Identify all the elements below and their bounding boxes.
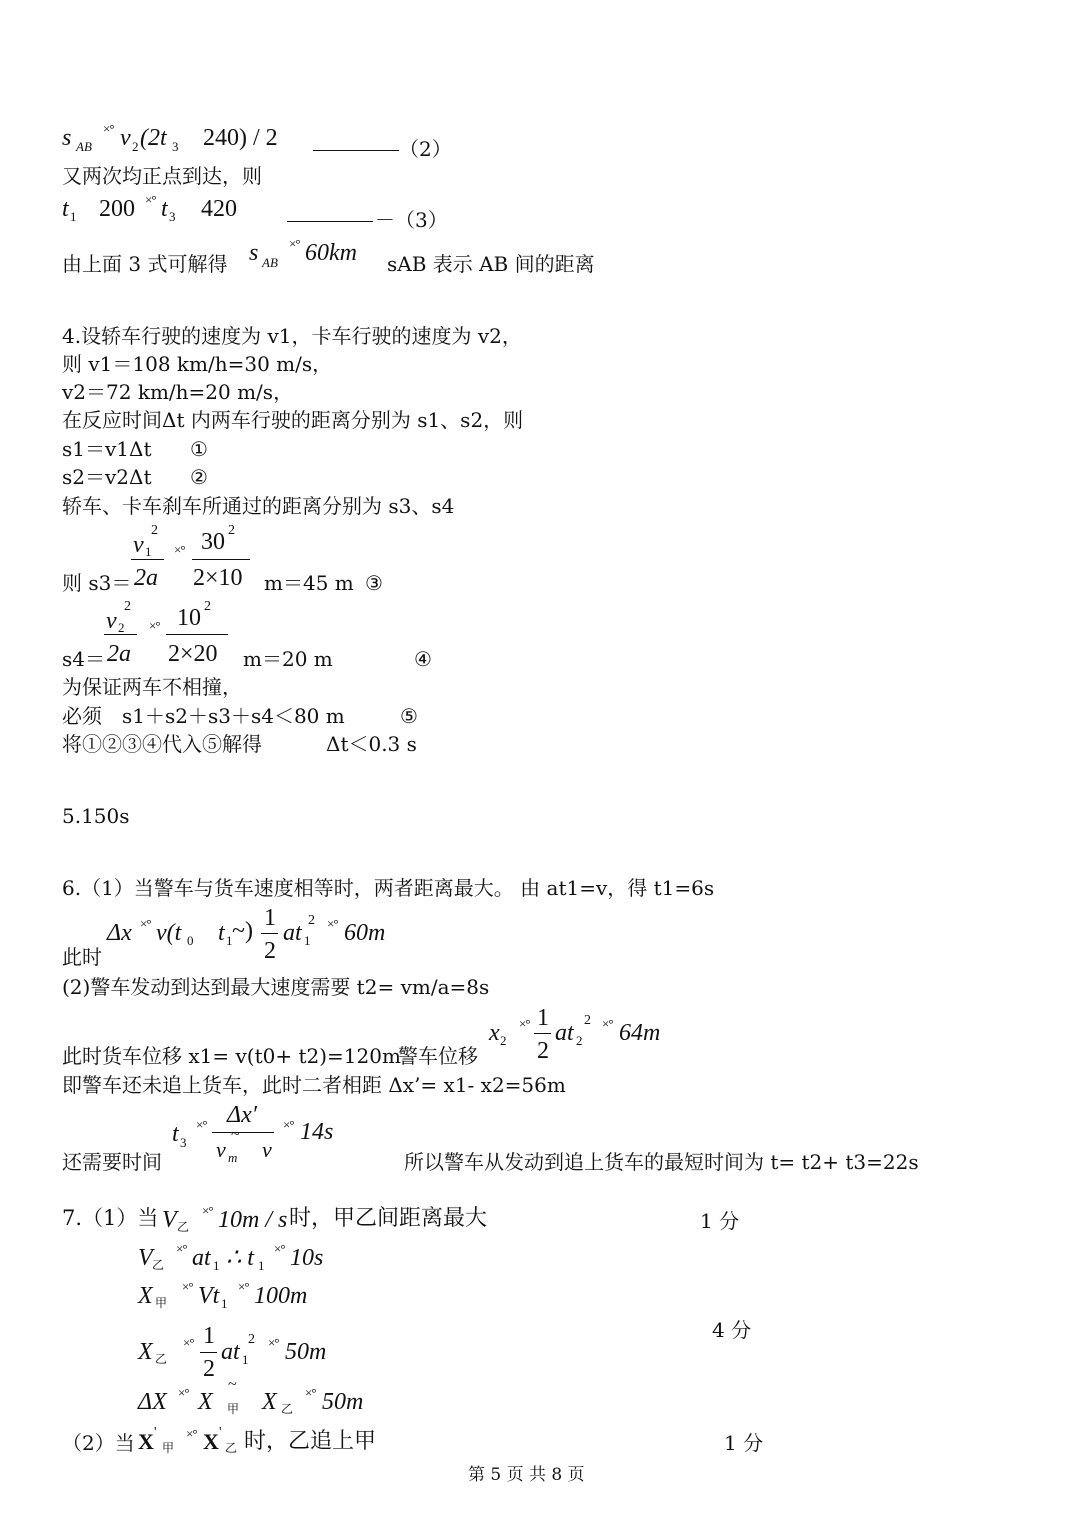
eq3-t2-sub: 3: [169, 209, 176, 224]
r4-tilde: ~: [228, 1376, 237, 1393]
r1-V: V: [138, 1245, 153, 1271]
f2-x: x: [489, 1020, 500, 1046]
s4-v-sup: 2: [124, 599, 131, 614]
r3-value: 50m: [285, 1339, 327, 1365]
eq2-eq: ×°: [103, 121, 114, 136]
f1-t1: t: [218, 920, 225, 946]
s4-prefix: s4＝: [62, 647, 105, 671]
q7-l2-b-sub: 乙: [225, 1441, 238, 1455]
s4-num-2: 10: [177, 605, 201, 631]
q4-line-7: 轿车、卡车刹车所通过的距离分别为 s3、s4: [62, 494, 455, 518]
eq3-t2: t: [161, 196, 168, 222]
q7-l2-a: X: [138, 1429, 154, 1454]
f1-den: 2: [264, 938, 276, 964]
f3-den-v2: v: [262, 1137, 272, 1162]
q7-l2-eq: ×°: [186, 1426, 197, 1441]
eq3-200: 200: [99, 196, 135, 222]
s4-den-1: 2a: [107, 641, 131, 667]
f3-t-sub: 3: [180, 1135, 187, 1150]
q7-score-3: 1 分: [724, 1431, 764, 1455]
q7-l1-suffix: 时，甲乙间距离最大: [289, 1206, 488, 1231]
s3-den-2: 2×10: [193, 565, 243, 591]
r1-at-sub: 1: [213, 1258, 220, 1273]
f1-sub-0: 0: [187, 933, 194, 948]
q4-line-10b: Δt＜0.3 s: [326, 732, 417, 756]
r3-eq: ×°: [183, 1335, 194, 1350]
f1-dx: Δx: [107, 920, 132, 946]
r3-den: 2: [203, 1356, 215, 1382]
r4-dX: ΔX: [138, 1389, 167, 1415]
eq2-s: s: [62, 125, 72, 151]
f3-den-sub: m: [228, 1150, 238, 1165]
f1-at-sub: 1: [304, 933, 311, 948]
solve-prefix: 由上面 3 式可解得: [62, 252, 228, 276]
s3-fraction-bar-1: [131, 559, 164, 560]
solve-eq: ×°: [289, 236, 300, 251]
r2-value: 100m: [254, 1283, 308, 1309]
s3-den-1: 2a: [134, 565, 158, 591]
s3-result: m＝45 m: [264, 571, 354, 595]
eq3-t1: t: [62, 196, 69, 222]
q7-l1-prefix: 7.（1）当: [62, 1206, 159, 1230]
s3-v-sup: 2: [151, 523, 158, 538]
f3-den-v: v: [216, 1137, 226, 1162]
page-footer: 第 5 页 共 8 页: [468, 1465, 585, 1485]
q7-l1-V: V: [162, 1207, 177, 1233]
s3-tag: ③: [365, 571, 383, 595]
f2-eq-2: ×°: [602, 1016, 613, 1031]
f1-eq-2: ×°: [327, 916, 338, 931]
eq3-tag: －（3）: [375, 208, 448, 232]
f2-fraction-bar: [534, 1033, 551, 1034]
q6-line-6b: 所以警车从发动到追上货车的最短时间为 t= t2+ t3=22s: [404, 1150, 919, 1174]
f1-num: 1: [264, 905, 276, 931]
q6-line-3: (2)警车发动到达到最大速度需要 t2= vm/a=8s: [62, 975, 490, 999]
f2-num: 1: [537, 1005, 549, 1031]
eq3-blank: [287, 221, 373, 222]
q6-line-4a: 此时货车位移 x1= v(t0+ t2)=120m: [62, 1044, 401, 1068]
f1-close: ~): [232, 918, 253, 944]
solve-note: sAB 表示 AB 间的距离: [387, 252, 595, 276]
f3-t: t: [172, 1121, 179, 1147]
r4-X2: X: [262, 1389, 277, 1415]
s3-eq: ×°: [174, 542, 185, 557]
r2-sub: 甲: [155, 1296, 168, 1310]
f2-x-sub: 2: [500, 1033, 507, 1048]
r3-eq-2: ×°: [268, 1335, 279, 1350]
eq3-t1-sub: 1: [70, 209, 77, 224]
f3-eq-2: ×°: [283, 1117, 294, 1132]
f3-tilde: ~: [231, 1126, 240, 1143]
r1-eq-2: ×°: [274, 1241, 285, 1256]
r2-X: X: [138, 1283, 153, 1309]
eq2-v: v: [120, 125, 131, 151]
f3-num: Δx′: [227, 1102, 257, 1128]
r2-Vt: Vt: [198, 1283, 220, 1309]
r4-value: 50m: [322, 1389, 364, 1415]
r4-eq: ×°: [178, 1385, 189, 1400]
solve-value: 60km: [305, 240, 357, 266]
eq2-tag: （2）: [399, 137, 452, 161]
r3-sub: 乙: [155, 1352, 168, 1366]
q4-tag-1: ①: [190, 437, 208, 461]
r4-eq-2: ×°: [305, 1385, 316, 1400]
s4-v-sub: 2: [118, 620, 125, 635]
q4-line-6: s2＝v2Δt: [62, 465, 152, 489]
r4-X: X: [198, 1389, 213, 1415]
s3-num-2-sup: 2: [228, 523, 235, 538]
q4-line-2: 则 v1＝108 km/h=30 m/s，: [62, 352, 333, 376]
f2-eq: ×°: [519, 1016, 530, 1031]
f1-value: 60m: [344, 920, 386, 946]
f3-fraction-bar: [212, 1132, 274, 1133]
s3-v-sub: 1: [145, 544, 152, 559]
eq2-v-sub: 2: [132, 139, 139, 154]
q7-l2-suffix: 时，乙追上甲: [244, 1429, 377, 1454]
s4-num-2-sup: 2: [204, 599, 211, 614]
s4-tag: ④: [414, 647, 432, 671]
f3-eq: ×°: [196, 1117, 207, 1132]
s3-v: v: [133, 532, 144, 558]
q7-l2-prefix: （2）当: [62, 1431, 135, 1455]
s3-fraction-bar-2: [192, 559, 250, 560]
eq2-t-sub: 3: [172, 139, 179, 154]
s4-result: m＝20 m: [243, 647, 333, 671]
r3-sup: 2: [248, 1332, 255, 1347]
s4-v: v: [106, 608, 117, 634]
q4-line-10a: 将①②③④代入⑤解得: [62, 732, 262, 756]
q7-l1-eq: ×°: [202, 1203, 213, 1218]
r3-at: at: [221, 1339, 240, 1365]
r3-fraction-bar: [200, 1352, 217, 1353]
r3-num: 1: [203, 1323, 215, 1349]
line-again: 又两次均正点到达，则: [62, 164, 262, 188]
r2-eq: ×°: [182, 1279, 193, 1294]
q7-l2-b: X: [203, 1429, 219, 1454]
s3-num-2: 30: [201, 529, 225, 555]
r4-sub: 甲: [227, 1402, 240, 1416]
q6-line-4b: 警车位移: [398, 1044, 478, 1068]
eq2-blank: [313, 150, 399, 151]
q6-line-1: 6.（1）当警车与货车速度相等时，两者距离最大。 由 at1=v，得 t1=6s: [62, 876, 715, 900]
f1-sub-1: 1: [226, 933, 233, 948]
q7-score-1: 1 分: [700, 1209, 740, 1233]
r3-at-sub: 1: [242, 1352, 249, 1367]
r1-eq: ×°: [176, 1241, 187, 1256]
q4-line-8: 为保证两车不相撞，: [62, 675, 242, 699]
q4-line-4: 在反应时间Δt 内两车行驶的距离分别为 s1、s2，则: [62, 408, 524, 432]
r3-X: X: [138, 1339, 153, 1365]
f1-fraction-bar: [261, 933, 278, 934]
q6-line-2: 此时: [62, 945, 102, 969]
q5-answer: 5.150s: [62, 804, 130, 828]
q6-line-6a: 还需要时间: [62, 1150, 162, 1174]
q7-l2-a-sup: ': [154, 1425, 157, 1440]
r1-therefore: ∴ t: [226, 1245, 254, 1271]
eq3-eq: ×°: [145, 192, 156, 207]
s4-den-2: 2×20: [168, 641, 218, 667]
q4-tag-2: ②: [190, 465, 208, 489]
s4-fraction-bar-1: [104, 634, 137, 635]
r1-value: 10s: [290, 1245, 324, 1271]
q4-line-1: 4.设轿车行驶的速度为 v1，卡车行驶的速度为 v2，: [62, 324, 522, 348]
r1-t-sub: 1: [258, 1258, 265, 1273]
f1-v: v(t: [156, 920, 182, 946]
q7-score-2: 4 分: [712, 1318, 752, 1342]
f1-at: at: [283, 920, 302, 946]
s4-fraction-bar-2: [166, 634, 228, 635]
r2-eq-2: ×°: [238, 1279, 249, 1294]
f2-value: 64m: [619, 1020, 661, 1046]
q4-line-9: 必须 s1＋s2＋s3＋s4＜80 m: [62, 704, 345, 728]
eq3-420: 420: [201, 196, 237, 222]
s3-prefix: 则 s3＝: [62, 571, 132, 595]
solve-s-sub: AB: [262, 255, 278, 270]
eq2-s-sub: AB: [76, 139, 92, 154]
s4-eq: ×°: [149, 618, 160, 633]
f1-eq: ×°: [140, 916, 151, 931]
f1-sup: 2: [308, 913, 315, 928]
f3-value: 14s: [300, 1119, 334, 1145]
solve-s: s: [249, 240, 259, 266]
eq2-rest: (2t: [140, 125, 167, 151]
f2-sup: 2: [584, 1013, 591, 1028]
q7-l2-a-sub: 甲: [162, 1441, 175, 1455]
q7-l2-b-sup: ': [219, 1425, 222, 1440]
r4-sub-2: 乙: [281, 1402, 294, 1416]
q7-l1-sub: 乙: [177, 1220, 190, 1234]
f2-den: 2: [537, 1038, 549, 1064]
r2-v-sub: 1: [221, 1296, 228, 1311]
f2-at: at: [555, 1020, 574, 1046]
r1-at: at: [192, 1245, 211, 1271]
eq2-tail: 240) / 2: [203, 125, 278, 151]
f2-at-sub: 2: [576, 1033, 583, 1048]
q4-line-5: s1＝v1Δt: [62, 437, 152, 461]
q4-line-3: v2＝72 km/h=20 m/s，: [62, 380, 294, 404]
r1-sub: 乙: [152, 1258, 165, 1272]
q4-tag-5: ⑤: [400, 704, 418, 728]
q7-l1-value: 10m / s: [218, 1207, 288, 1233]
q6-line-5: 即警车还未追上货车，此时二者相距 Δx’= x1- x2=56m: [62, 1073, 566, 1097]
